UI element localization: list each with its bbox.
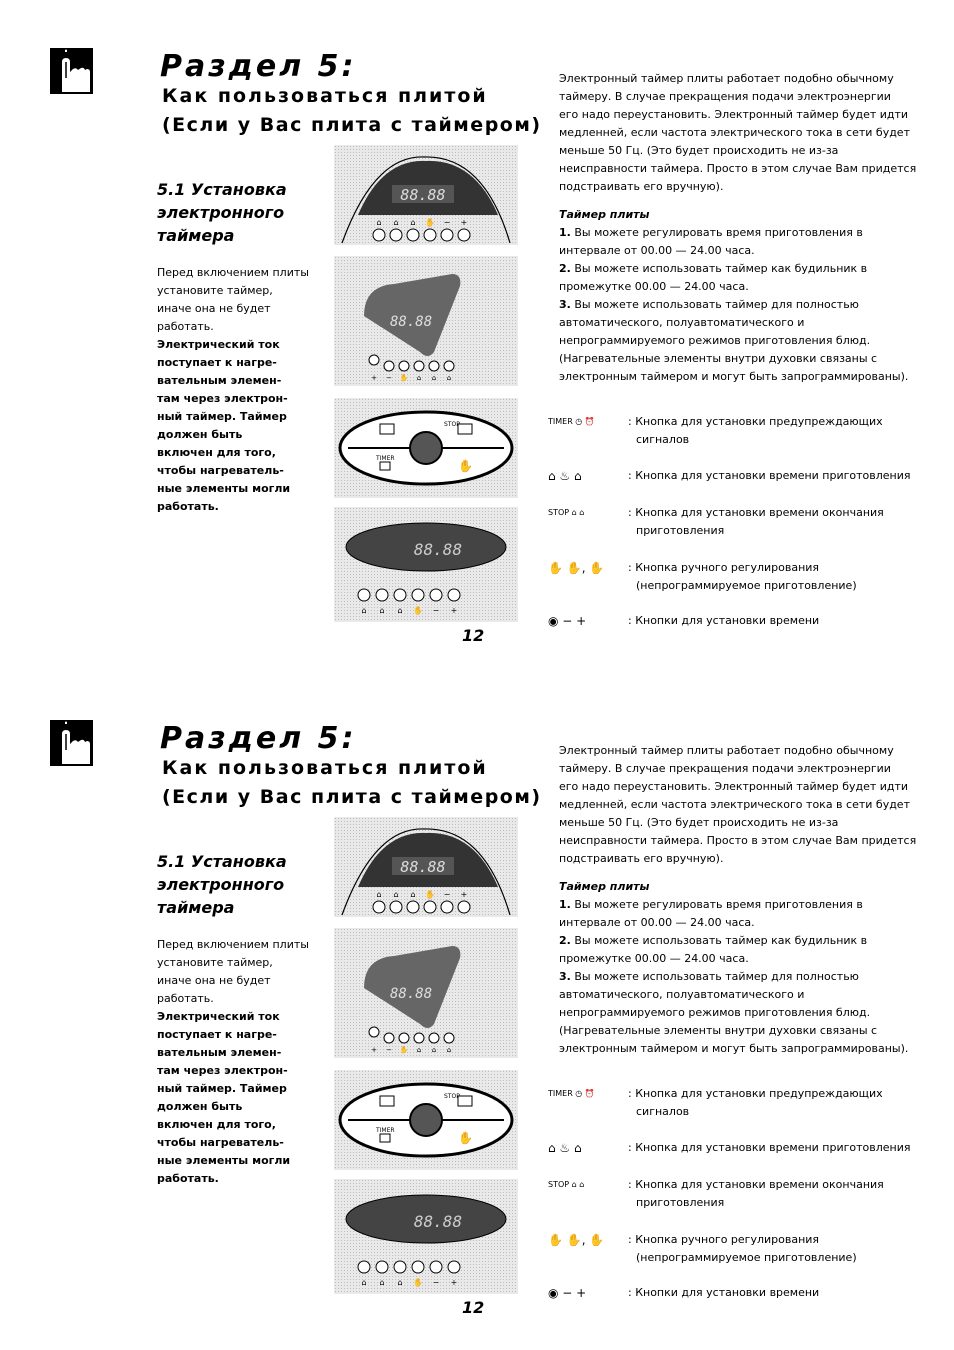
right-column <box>559 70 939 386</box>
desc-line: Перед включением плиты <box>157 938 309 951</box>
desc-bold-line: вательным элемен- <box>157 374 282 387</box>
intro-paragraph: Электронный таймер плиты работает подобно обычному таймеру. В случае прекращения подачи электроэнергии его надо переустановить. Электронный таймер будет идти медленней, если частота электрического тока в сети будет меньше 50 Гц. (Это будет происходить не из-за неисправности таймера. Просто в этом случае Вам придется подстраивать его вручную). <box>559 72 917 193</box>
subsection-heading-line: электронного <box>157 203 285 222</box>
svg-text:−: − <box>386 1046 392 1054</box>
svg-text:+: + <box>460 218 468 227</box>
svg-text:⌂: ⌂ <box>393 890 399 899</box>
manual-hand-icon: ✋ ✋, ✋ <box>548 1233 605 1247</box>
manual-page-block: Раздел 5: Как пользоваться плитой (Если у Вас плита с таймером) 5.1 Установка электронного таймера Перед включением плиты установите таймер, иначе она не будет работать. Электрический ток поступает к нагре- вательным элемен- там через электрон- ный таймер. Таймер должен быть включен для того, чтобы нагреватель- ные элементы могли работать. 88.88 ⌂ ⌂ ⌂ ✋ − + 88.88 + − ✋ ⌂ ⌂ ⌂ STOP TIMER ✋ 88.88 ⌂ ⌂ ⌂ ✋ − + 12 Электронный таймер плиты работает подобно обычному таймеру. В случае прекращения подачи электроэнергии его надо переустановить. Электронный таймер будет идти медленней, если частота электрического тока в сети будет меньше 50 Гц. (Это будет происходить не из-за неисправности таймера. Просто в этом случае Вам придется подстраивать его вручную). Таймер плиты 1. Вы можете регулировать время приготовления в интервале от 00.00 — 24.00 часа. 2. Вы можете использовать таймер как будильник в промежутке 00.00 — 24.00 часа. 3. Вы можете использовать таймер для полностью автоматического, полуавтоматического и непрограммируемого режимов приготовления блюд. (Нагревательные элементы внутри духовки связаны с электронным таймером и могут быть запрограммированы). TIMER ◷ ⏰ : Кнопка для установки предупреждающих сигналов ⌂ ♨ ⌂ : Кнопка для установки времени приготовления STOP ⌂ ⌂ : Кнопка для установки времени окончания приготовления ✋ ✋, ✋ : Кнопка ручного регулирования (непрограммируемое приготовление) ◉ − + : Кнопки для установки времени <box>0 0 954 672</box>
desc-line: установите таймер, <box>157 956 273 969</box>
timer-illustration-oval <box>334 1070 518 1170</box>
svg-text:⌂: ⌂ <box>397 1278 403 1287</box>
svg-text:−: − <box>443 890 451 899</box>
desc-bold-line: работать. <box>157 1172 219 1185</box>
time-buttons-icon: ◉ − + <box>548 1286 587 1300</box>
manual-page-block: Раздел 5: Как пользоваться плитой (Если у Вас плита с таймером) 5.1 Установка электронного таймера Перед включением плиты установите таймер, иначе она не будет работать. Электрический ток поступает к нагре- вательным элемен- там через электрон- ный таймер. Таймер должен быть включен для того, чтобы нагреватель- ные элементы могли работать. 88.88 ⌂ ⌂ ⌂ ✋ − + 88.88 + − ✋ ⌂ ⌂ ⌂ STOP TIMER ✋ 88.88 ⌂ ⌂ ⌂ ✋ − + 12 Электронный таймер плиты работает подобно обычному таймеру. В случае прекращения подачи электроэнергии его надо переустановить. Электронный таймер будет идти медленней, если частота электрического тока в сети будет меньше 50 Гц. (Это будет происходить не из-за неисправности таймера. Просто в этом случае Вам придется подстраивать его вручную). Таймер плиты 1. Вы можете регулировать время приготовления в интервале от 00.00 — 24.00 часа. 2. Вы можете использовать таймер как будильник в промежутке 00.00 — 24.00 часа. 3. Вы можете использовать таймер для полностью автоматического, полуавтоматического и непрограммируемого режимов приготовления блюд. (Нагревательные элементы внутри духовки связаны с электронным таймером и могут быть запрограммированы). TIMER ◷ ⏰ : Кнопка для установки предупреждающих сигналов ⌂ ♨ ⌂ : Кнопка для установки времени приготовления STOP ⌂ ⌂ : Кнопка для установки времени окончания приготовления ✋ ✋, ✋ : Кнопка ручного регулирования (непрограммируемое приготовление) ◉ − + : Кнопки для установки времени <box>0 672 954 1344</box>
svg-text:⌂: ⌂ <box>416 1046 422 1054</box>
cooking-time-icon: ⌂ ♨ ⌂ <box>548 469 582 483</box>
svg-text:✋: ✋ <box>425 890 435 899</box>
svg-text:✋: ✋ <box>399 1046 409 1054</box>
desc-bold-line: Электрический ток <box>157 338 280 351</box>
timer-heading: Таймер плиты <box>559 208 650 221</box>
section-subtitle-note: (Если у Вас плита с таймером) <box>162 786 542 808</box>
svg-text:⌂: ⌂ <box>393 218 399 227</box>
svg-text:⌂: ⌂ <box>397 606 403 615</box>
hand-pointer-icon <box>50 720 93 766</box>
svg-text:✋: ✋ <box>399 374 409 382</box>
display-readout: 88.88 <box>413 1212 463 1231</box>
svg-text:⌂: ⌂ <box>446 1046 452 1054</box>
desc-bold-line: чтобы нагреватель- <box>157 464 284 477</box>
cooking-time-icon: ⌂ ♨ ⌂ <box>548 1141 582 1155</box>
svg-text:−: − <box>432 1278 440 1287</box>
display-readout: 88.88 <box>413 540 463 559</box>
svg-text:−: − <box>386 374 392 382</box>
timer-item-1: 1. Вы можете регулировать время приготовления в интервале от 00.00 — 24.00 часа. <box>559 226 863 257</box>
desc-bold-line: ный таймер. Таймер <box>157 1082 287 1095</box>
timer-item-1: 1. Вы можете регулировать время приготовления в интервале от 00.00 — 24.00 часа. <box>559 898 863 929</box>
svg-text:+: + <box>450 1278 458 1287</box>
display-readout: 88.88 <box>390 986 433 1002</box>
section-subtitle-note: (Если у Вас плита с таймером) <box>162 114 542 136</box>
timer-item-2: 2. Вы можете использовать таймер как будильник в промежутке 00.00 — 24.00 часа. <box>559 262 868 293</box>
end-time-icon: STOP ⌂ ⌂ <box>548 508 585 517</box>
svg-text:✋: ✋ <box>458 459 473 473</box>
timer-illustration-oval <box>334 398 518 498</box>
svg-text:✋: ✋ <box>425 218 435 227</box>
svg-text:⌂: ⌂ <box>410 890 416 899</box>
subsection-heading-line: 5.1 Установка <box>157 180 287 199</box>
timer-illustration-dome <box>334 817 518 917</box>
alarm-icon: TIMER ◷ ⏰ <box>548 1089 595 1098</box>
svg-text:−: − <box>432 606 440 615</box>
timer-illustration-display <box>334 507 518 622</box>
subsection-heading <box>157 178 327 247</box>
desc-bold-line: должен быть <box>157 1100 243 1113</box>
desc-line: иначе она не будет <box>157 302 271 315</box>
desc-bold-line: поступает к нагре- <box>157 356 277 369</box>
page-number: 12 <box>462 626 485 645</box>
timer-illustration-triangle <box>334 928 518 1058</box>
manual-hand-icon: ✋ ✋, ✋ <box>548 561 605 575</box>
timer-illustration-display <box>334 1179 518 1294</box>
svg-text:TIMER: TIMER <box>376 455 395 462</box>
svg-text:+: + <box>450 606 458 615</box>
end-time-icon: STOP ⌂ ⌂ <box>548 1180 585 1189</box>
svg-text:+: + <box>460 890 468 899</box>
desc-line: иначе она не будет <box>157 974 271 987</box>
hand-pointer-icon <box>50 48 93 94</box>
right-column <box>559 742 939 1058</box>
display-readout: 88.88 <box>390 314 433 330</box>
desc-bold-line: чтобы нагреватель- <box>157 1136 284 1149</box>
svg-text:+: + <box>371 374 377 382</box>
timer-item-3: 3. Вы можете использовать таймер для полностью автоматического, полуавтоматического и непрограммируемого режимов приготовления блюд. (Нагревательные элементы внутри духовки связаны с электронным таймером и могут быть запрограммированы). <box>559 970 909 1055</box>
subsection-heading-line: электронного <box>157 875 285 894</box>
svg-text:⌂: ⌂ <box>410 218 416 227</box>
subsection-heading-line: таймера <box>157 898 235 917</box>
desc-bold-line: там через электрон- <box>157 1064 288 1077</box>
svg-text:⌂: ⌂ <box>431 1046 437 1054</box>
desc-bold-line: включен для того, <box>157 446 276 459</box>
section-subtitle: Как пользоваться плитой <box>162 85 488 107</box>
section-title: Раздел 5: <box>160 49 357 84</box>
timer-item-2: 2. Вы можете использовать таймер как будильник в промежутке 00.00 — 24.00 часа. <box>559 934 868 965</box>
desc-line: работать. <box>157 320 214 333</box>
svg-text:⌂: ⌂ <box>361 606 367 615</box>
svg-text:✋: ✋ <box>413 606 423 615</box>
svg-text:✋: ✋ <box>413 1278 423 1287</box>
timer-illustration-triangle <box>334 256 518 386</box>
display-readout: 88.88 <box>400 186 446 204</box>
subsection-heading-line: таймера <box>157 226 235 245</box>
desc-bold-line: должен быть <box>157 428 243 441</box>
svg-text:STOP: STOP <box>444 421 460 428</box>
svg-text:✋: ✋ <box>458 1131 473 1145</box>
svg-text:⌂: ⌂ <box>431 374 437 382</box>
desc-line: установите таймер, <box>157 284 273 297</box>
svg-text:STOP: STOP <box>444 1093 460 1100</box>
desc-bold-line: ные элементы могли <box>157 482 291 495</box>
svg-text:⌂: ⌂ <box>379 606 385 615</box>
svg-text:⌂: ⌂ <box>379 1278 385 1287</box>
section-title: Раздел 5: <box>160 721 357 756</box>
subsection-heading <box>157 850 327 919</box>
display-readout: 88.88 <box>400 858 446 876</box>
svg-text:TIMER: TIMER <box>376 1127 395 1134</box>
svg-text:+: + <box>371 1046 377 1054</box>
time-buttons-icon: ◉ − + <box>548 614 587 628</box>
desc-line: работать. <box>157 992 214 1005</box>
svg-text:⌂: ⌂ <box>416 374 422 382</box>
timer-item-3: 3. Вы можете использовать таймер для полностью автоматического, полуавтоматического и непрограммируемого режимов приготовления блюд. (Нагревательные элементы внутри духовки связаны с электронным таймером и могут быть запрограммированы). <box>559 298 909 383</box>
desc-bold-line: включен для того, <box>157 1118 276 1131</box>
section-subtitle: Как пользоваться плитой <box>162 757 488 779</box>
page-number: 12 <box>462 1298 485 1317</box>
desc-bold-line: там через электрон- <box>157 392 288 405</box>
desc-bold-line: Электрический ток <box>157 1010 280 1023</box>
left-description <box>157 936 322 1188</box>
desc-line: Перед включением плиты <box>157 266 309 279</box>
desc-bold-line: вательным элемен- <box>157 1046 282 1059</box>
desc-bold-line: поступает к нагре- <box>157 1028 277 1041</box>
timer-illustration-dome <box>334 145 518 245</box>
svg-text:⌂: ⌂ <box>376 890 382 899</box>
svg-text:⌂: ⌂ <box>446 374 452 382</box>
desc-bold-line: ные элементы могли <box>157 1154 291 1167</box>
intro-paragraph: Электронный таймер плиты работает подобно обычному таймеру. В случае прекращения подачи электроэнергии его надо переустановить. Электронный таймер будет идти медленней, если частота электрического тока в сети будет меньше 50 Гц. (Это будет происходить не из-за неисправности таймера. Просто в этом случае Вам придется подстраивать его вручную). <box>559 744 917 865</box>
svg-text:⌂: ⌂ <box>376 218 382 227</box>
timer-heading: Таймер плиты <box>559 880 650 893</box>
subsection-heading-line: 5.1 Установка <box>157 852 287 871</box>
svg-text:⌂: ⌂ <box>361 1278 367 1287</box>
alarm-icon: TIMER ◷ ⏰ <box>548 417 595 426</box>
desc-bold-line: ный таймер. Таймер <box>157 410 287 423</box>
left-description <box>157 264 322 516</box>
desc-bold-line: работать. <box>157 500 219 513</box>
svg-text:−: − <box>443 218 451 227</box>
